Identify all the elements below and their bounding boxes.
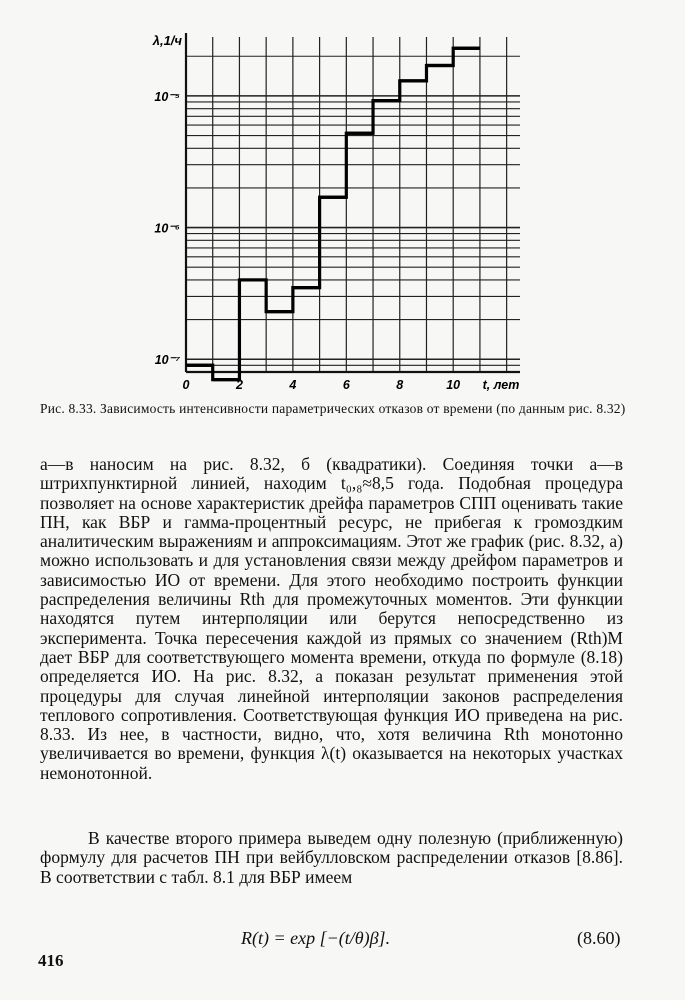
figure-8-33 — [0, 0, 685, 400]
y-tick-label: 10⁻⁶ — [154, 221, 180, 236]
y-tick-label: 10⁻⁷ — [154, 353, 180, 368]
x-tick-label: 0 — [182, 378, 190, 392]
page-number: 416 — [38, 951, 64, 970]
y-axis-title: λ,1/ч — [152, 33, 182, 48]
paragraph-1-text: а—в наносим на рис. 8.32, б (квадратики). Соединяя точки а—в штрихпунктирной линией, находим t₀,₈≈8,5 года. Подобная процедура позволяет на основе характеристик дрейфа параметров СПП оценивать такие ПН, как ВБР и гамма-процентный ресурс, не прибегая к громоздким аналитическим выражениям и аппроксимациям. Этот же график (рис. 8.32, а) можно использовать и для установления связи между дрейфом параметров и зависимостью ИО от времени. Для этого необходимо построить функции распределения величины Rth для промежуточных моментов. Эти функции находятся путем интерполяции или берутся непосредственно из эксперимента. Точка пересечения каждой из прямых со значением (Rth)M дает ВБР для соответствующего момента времени, откуда по формуле (8.18) определяется ИО. На рис. 8.32, а показан результат применения этой процедуры для случая линейной интерполяции законов распределения теплового сопротивления. Соответствующая функция ИО приведена на рис. 8.33. Из нее, в частности, видно, что, хотя величина Rth монотонно увеличивается во времени, функция λ(t) оказывается на некоторых участках немонотонной. — [40, 454, 623, 783]
paragraph-2-text: В качестве второго примера выведем одну полезную (приближенную) формулу для расчетов ПН при вейбулловском распределении отказов [8.86]. В соответствии с табл. 8.1 для ВБР имеем — [40, 828, 623, 887]
equation-number: (8.60) — [577, 928, 621, 948]
formula-8-60: R(t) = exp [−(t/θ)β]. — [241, 928, 391, 948]
x-tick-label: 10 — [446, 378, 461, 392]
x-axis-title: t, лет — [482, 378, 520, 392]
figure-caption: Рис. 8.33. Зависимость интенсивности параметрических отказов от времени (по данным рис. 8.32) — [40, 401, 626, 416]
series-lambda-step-line — [186, 48, 480, 379]
paragraph-2 — [40, 829, 623, 887]
paragraph-1 — [40, 455, 623, 783]
y-tick-label: 10⁻⁵ — [154, 89, 180, 104]
x-tick-label: 4 — [289, 378, 297, 392]
x-tick-label: 8 — [396, 378, 404, 392]
x-tick-label: 6 — [342, 378, 350, 392]
intensity-chart — [0, 0, 685, 400]
x-tick-label: 2 — [235, 378, 243, 392]
